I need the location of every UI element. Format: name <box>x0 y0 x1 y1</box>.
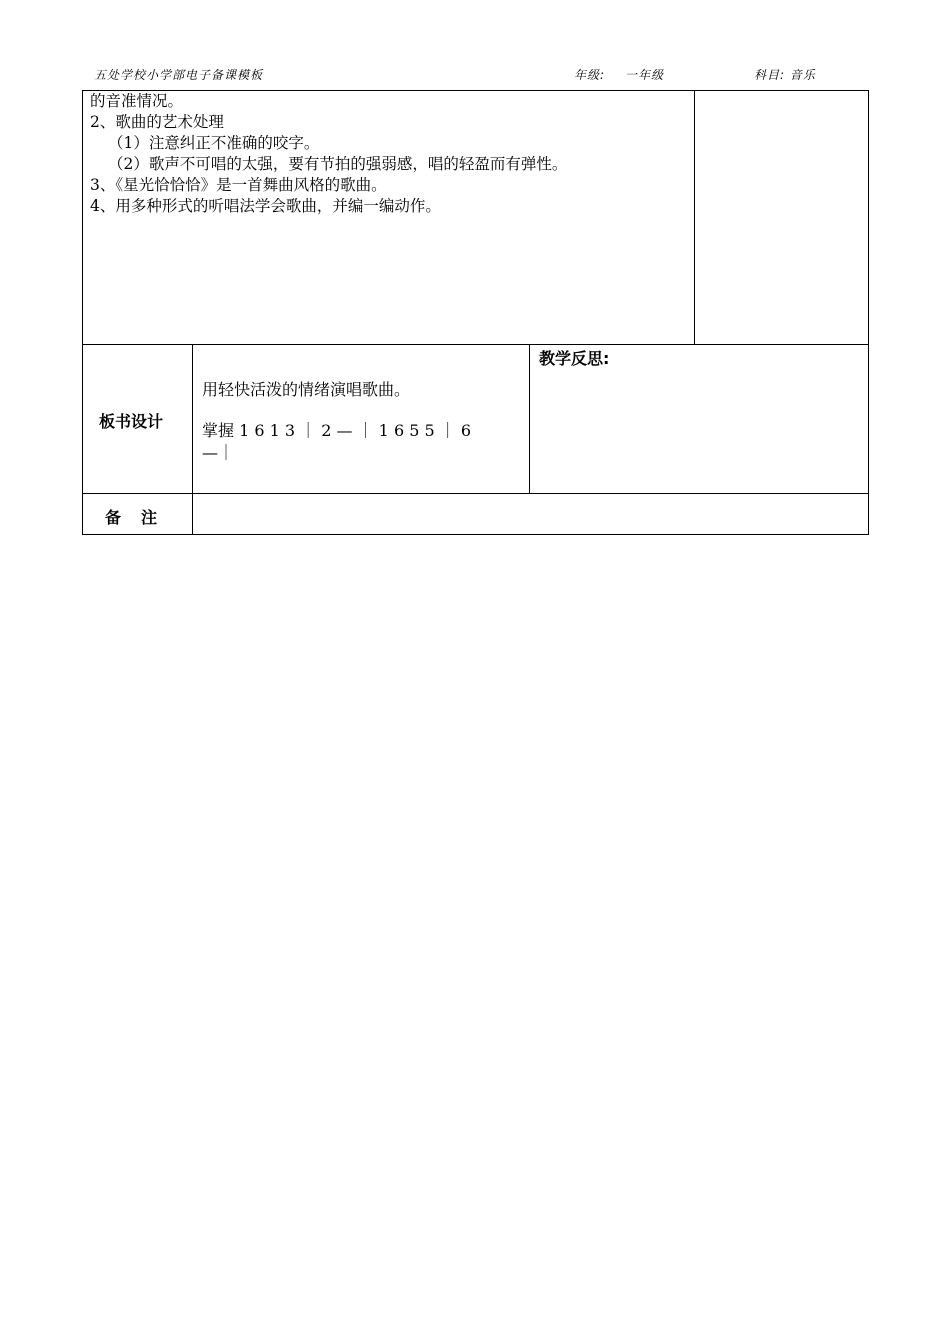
header-grade-value: 一年级 <box>625 68 665 82</box>
header-school: 五处学校小学部电子备课模板 <box>94 68 264 82</box>
process-line: 3、《星光恰恰恰》是一首舞曲风格的歌曲。 <box>90 176 387 194</box>
table-border-left <box>82 90 83 535</box>
table-border-right <box>868 90 869 535</box>
board-line-1: 用轻快活泼的情绪演唱歌曲。 <box>202 380 411 399</box>
table-divider-label-column <box>192 344 193 535</box>
process-line: （1）注意纠正不准确的咬字。 <box>108 134 320 152</box>
board-line-2: 掌握 1 6 1 3 ｜ 2 — ｜ 1 6 5 5 ｜ 6 <box>202 421 472 440</box>
header-grade-label: 年级: <box>574 68 606 82</box>
board-line-3: —｜ <box>202 443 235 462</box>
process-line: （2）歌声不可唱的太强，要有节拍的强弱感，唱的轻盈而有弹性。 <box>108 155 568 173</box>
table-divider-process <box>82 344 869 345</box>
table-divider-side-column <box>694 90 695 345</box>
process-line: 4、用多种形式的听唱法学会歌曲，并编一编动作。 <box>90 197 441 215</box>
header-subject: 科目: 音乐 <box>754 68 816 82</box>
process-line: 2、歌曲的艺术处理 <box>90 113 224 131</box>
table-divider-board <box>82 493 869 494</box>
process-content <box>90 91 688 217</box>
notes-label: 备 注 <box>105 508 160 527</box>
process-line: 的音准情况。 <box>90 92 184 110</box>
table-border-bottom <box>82 534 869 535</box>
board-design-label: 板书设计 <box>99 412 164 431</box>
table-divider-reflection <box>529 344 530 494</box>
reflection-label: 教学反思: <box>539 349 610 368</box>
